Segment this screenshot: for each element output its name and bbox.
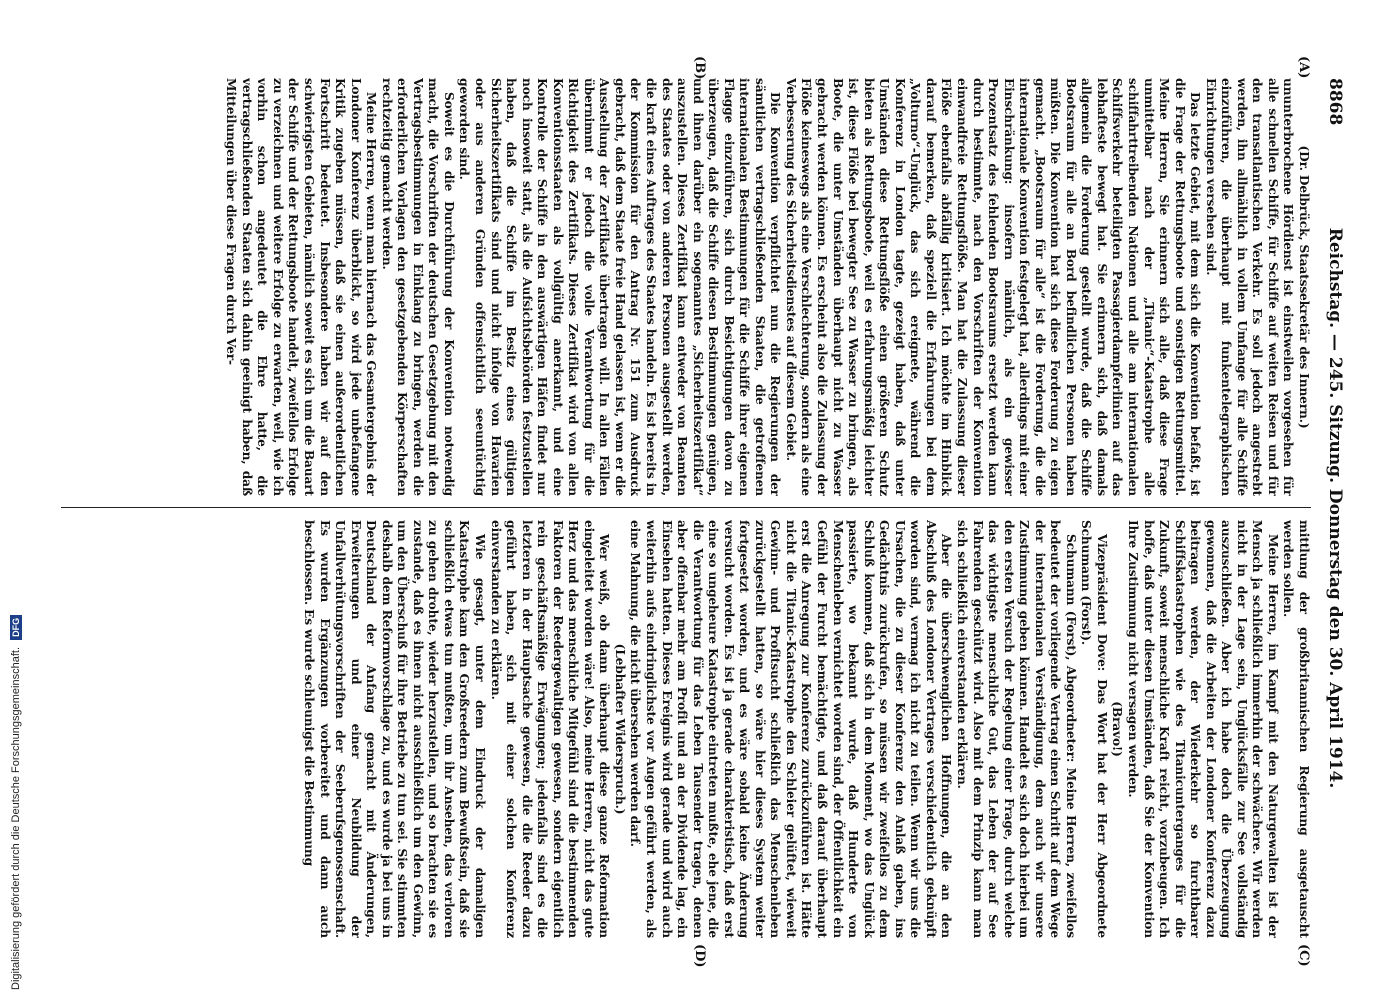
text-column-right xyxy=(56,520,1311,938)
speaker-note: (Dr. Delbrück, Staatssekretär des Innern.) xyxy=(1297,145,1311,429)
page-title: Reichstag. — 245. Sitzung. Donnerstag den 30. April 1914. xyxy=(1325,227,1345,789)
margin-marker-d: (D) xyxy=(692,944,707,968)
paragraph: Die Konvention verpflichtet nun die Regierungen der sämtlichen vertragschließenden Staaten, die getroffenen internationalen Bestimmungen für die Schiffe ihrer eigenen Flagge einzuführen, sich durch Besichtigungen davon zu überzeugen, daß die Schiffe diesen Bestimmungen genügen, und ihnen darüber ein sogenanntes „Sicherheitszertifikat“ auszustellen. Dieses Zertifikat kann entweder von Beamten des Staates oder von anderen Personen ausgestellt werden, die kraft eines Auftrages des Staates handeln. Es ist bereits in der Kommission für den Antrag Nr. 151 zum Ausdruck gebracht, daß dem Staate freie Hand gelassen ist, wem er die Ausstellung der Zertifikate übertragen will. In allen Fällen übernimmt er jedoch die volle Verantwortung für die Richtigkeit des Zertifikats. Dieses Zertifikat wird von allen Konventionsstaaten als vollgültig anerkannt, und eine Kontrolle der Schiffe in den auswärtigen Häfen findet nur noch insoweit statt, als die Aufsichtsbehörden festzustellen haben, daß die Schiffe im Besitz eines gültigen Sicherheitszertifikats sind und nicht infolge von Havarien oder aus anderen Gründen offensichtlich seeuntüchtig geworden sind. xyxy=(457,78,783,496)
interjection: (Lebhafter Widerspruch.) xyxy=(612,643,627,815)
dfg-logo: DFG xyxy=(10,615,22,640)
credit-text: Digitalisierung gefördert durch die Deutsche Forschungsgemeinschaft. xyxy=(10,646,22,990)
margin-marker-a: (A) xyxy=(1296,56,1311,79)
paragraph: Schumann (Forst), Abgeordneter: Meine Herren, zweifellos bedeutet der vorliegende Vertrag einen Schritt auf dem Wege der internationalen Verständigung, dem auch wir unsere Zustimmung geben können. Handelt es sich doch hierbei um den ersten Versuch der Regelung einer Frage, durch welche das wichtigste menschliche Gut, das Leben der auf See Fahrenden geschützt wird. Also mit dem Prinzip kann man sich schließlich einverstanden erklären. xyxy=(954,520,1078,938)
paragraph: Wer weiß, ob dann überhaupt diese ganze Reformation eingeleitet worden wäre! Also, meine Herren, nicht das gute Herz und das menschliche Mitgefühl sind die bestimmenden Faktoren der Reedergewaltigen gewesen, sondern eigentlich rein geschäftsmäßige Erwägungen; jedenfalls sind es die letzteren in der Hauptsache gewesen, die die Reeder dazu geführt haben, sich mit einer solchen Konferenz einverstanden zu erklären. xyxy=(488,520,612,938)
paragraph: Soweit es die Durchführung der Konvention notwendig macht, die Vorschriften der deutschen Gesetzgebung mit den Vertragsbestimmungen in Einklang zu bringen, werden die erforderlichen Vorlagen den gesetzgebenden Körperschaften rechtzeitig gemacht werden. xyxy=(379,78,456,496)
paragraph: Das letzte Gebiet, mit dem sich die Konvention befaßt, ist die Frage der Rettungsboote und sonstigen Rettungsmittel. Meine Herren, Sie erinnern sich alle, daß diese Frage unmittelbar nach der „Titanic“-Katastrophe alle schiffahrttreibenden Nationen und alle am internationalen Schiffsverkehr beteiligten Passagierdampferlinien auf das lebhafteste bewegt hat. Sie erinnern sich, daß damals allgemein die Forderung gestellt wurde, daß die Schiffe Bootsraum für alle an Bord befindlichen Personen haben müßten. Die Konvention hat sich diese Forderung zu eigen gemacht. „Bootsraum für alle“ ist die Forderung, die die internationale Konvention festgelegt hat, allerdings mit einer Einschränkung: insofern nämlich, als ein gewisser Prozentsatz des fehlenden Bootsraums ersetzt werden kann durch bestimmte, nach den Vorschriften der Konvention einwandfreie Rettungsflöße. Man hat die Zulassung dieser Flöße ebenfalls abfällig kritisiert. Ich möchte im Hinblick darauf bemerken, daß speziell die Erfahrungen bei dem „Volturno“-Unglück, das sich ereignete, während die Konferenz in London tagte, gezeigt haben, daß unter Umständen diese Rettungsflöße einen größeren Schutz bieten als Rettungsboote, weil es erfahrungsmäßig leichter ist, diese Flöße bei bewegter See zu Wasser zu bringen, als Boote, die unter Umständen überhaupt nicht zu Wasser gebracht werden können. Es erscheint also die Zulassung der Flöße keineswegs als eine Verschlechterung, sondern als eine Verbesserung des Sicherheitsdienstes auf diesem Gebiet. xyxy=(783,78,1203,496)
paragraph: Aber die überschwenglichen Hoffnungen, die an den Abschluß des Londoner Vertrages verschiedentlich geknüpft worden sind, vermag ich nicht zu teilen. Wenn wir uns die Ursachen, die zu dieser Konferenz den Anlaß gaben, ins Gedächtnis zurückrufen, so müssen wir zweifellos zu dem Schluß kommen, daß sich in dem Moment, wo das Unglück passierte, wo bekannt wurde, daß Hunderte von Menschenleben vernichtet worden sind, der Öffentlichkeit ein Gefühl der Furcht bemächtigte, und daß darauf überhaupt erst die Anregung zur Konferenz zurückzuführen ist. Hätte nicht die Titanic-Katastrophe den Schleier gelüftet, wieweit Gewinn- und Profitsucht schließlich das Menschenleben zurückgestellt hatten, so wäre hier dieses System weiter fortgesetzt worden, und es wäre sobald keine Änderung versucht worden. Es ist ja gerade charakteristisch, daß erst eine so ungeheure Katastrophe eintreten mußte, ehe jene, die die Verantwortung für das Leben Tausender tragen, denen aber offenbar mehr am Profit und an der Dividende lag, ein Einsehen hatten. Dieses Ereignis wird gerade und wird auch weiterhin aufs eindringlichste vor Augen geführt werden, als eine Mahnung, die nicht übersehen werden darf. xyxy=(628,520,954,938)
paragraph: Wie gesagt, unter dem Eindruck der damaligen Katastrophe kam den Großreedern zum Bewußtsein, daß sie schließlich etwas tun mußten, um ihr Ansehen, das verloren zu gehen drohte, wieder herzustellen, und so brachten sie es zustande, daß es ihnen nicht ausschließlich um den Gewinn, um den Überschuß für ihre Betriebe zu tun sei. Sie stimmten deshalb dem Reformvorschlage zu, und es wurde ja bei uns in Deutschland der Anfang gemacht mit Änderungen, Erweiterungen und einer Neubildung der Unfallverhütungsvorschriften der Seeberufsgenossenschaft. Es wurden Ergänzungen vorbereitet und dann auch beschlossen. Es wurde schleunigst die Bestimmung xyxy=(302,520,488,938)
paragraph: Meine Herren, wenn man hiernach das Gesamtergebnis der Londoner Konferenz überblickt, so wird jede unbefangene Kritik zugeben müssen, daß sie einen außerordentlichen Fortschritt bedeutet. Insbesondere haben wir auf den schwierigsten Gebieten, nämlich soweit es sich um die Bauart der Schiffe und der Rettungsboote handelt, zweifellos Erfolge zu verzeichnen und weitere Erfolge zu erwarten, weil, wie ich vorhin schon angedeutet die Ehre hatte, die vertragschließenden Staaten sich dahin geeinigt haben, daß Mitteilungen über diese Fragen durch Ver- xyxy=(224,78,379,496)
paragraph: ununterbrochene Hördienst ist einstweilen vorgesehen für alle schnellen Schiffe, für Schiffe auf weiten Reisen und für den transatlantischen Verkehr. Es soll jedoch angestrebt werden, ihn allmählich in vollem Umfange für alle Schiffe einzuführen, die überhaupt mit funkentelegraphischen Einrichtungen versehen sind. xyxy=(1203,78,1296,496)
margin-marker-c: (C) xyxy=(1296,944,1311,967)
page-header xyxy=(1319,78,1345,938)
interjection: (Bravo!) xyxy=(1110,701,1125,757)
paragraph: Meine Herren, im Kampf mit den Naturgewalten ist der Mensch ja schließlich immerhin der schwächere. Wir werden nicht in der Lage sein, Unglücksfälle zur See vollständig auszuschließen. Aber ich habe doch die Überzeugung gewonnen, daß die Arbeiten der Londoner Konferenz dazu beitragen werden, der Wiederkehr so furchtbarer Schiffskatastrophen wie des Titanicunterganges für die Zukunft, soweit menschliche Kraft reicht, vorzubeugen. Ich hoffe, daß unter diesen Umständen, daß Sie der Konvention Ihre Zustimmung nicht versagen werden. xyxy=(1125,520,1280,938)
paragraph: mittlung der großbritannischen Regierung ausgetauscht werden sollen. xyxy=(1281,520,1311,938)
column-divider xyxy=(61,507,1311,508)
text-column-left xyxy=(56,78,1311,496)
page-number: 8868 xyxy=(1325,78,1345,126)
digitization-credit xyxy=(10,615,22,990)
paragraph: Vizepräsident Dove: Das Wort hat der Herr Abgeordnete Schumann (Forst). xyxy=(1079,520,1109,938)
margin-marker-b: (B) xyxy=(692,56,707,80)
